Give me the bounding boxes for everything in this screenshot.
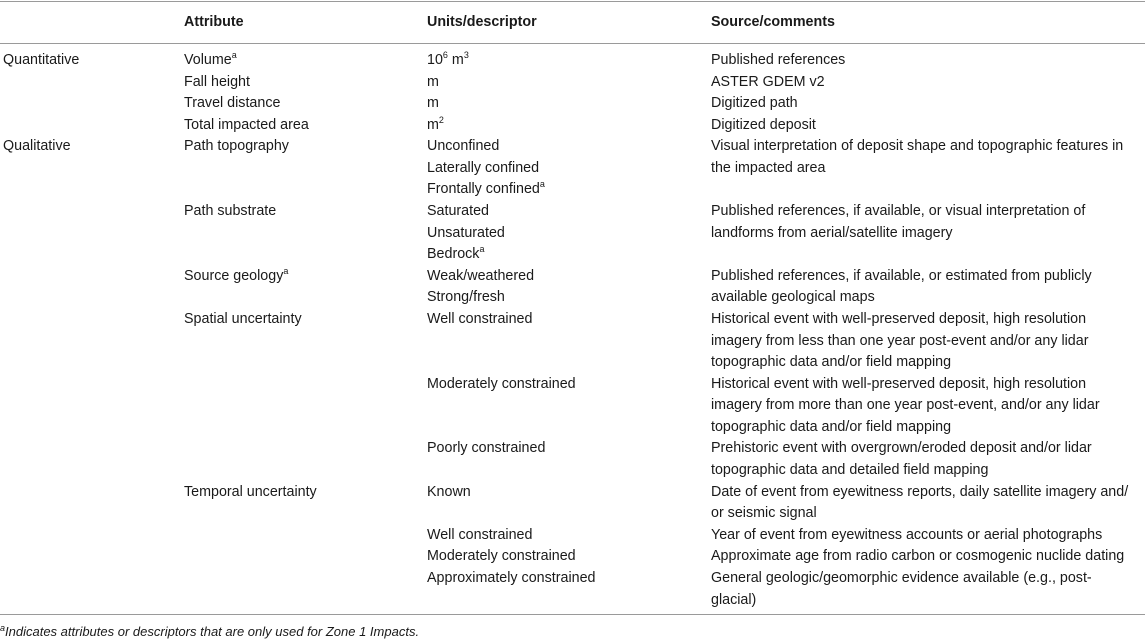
unit-travel-distance: m [427, 95, 439, 111]
source-temporal-line: Date of event from eyewitness reports, daily satellite imagery and/ [711, 484, 1129, 500]
source-temporal-line: glacial) [711, 592, 757, 608]
unit-well-constrained: Well constrained [427, 527, 533, 543]
unit-fall-height: m [427, 74, 439, 90]
unit-moderately-constrained: Moderately constrained [427, 376, 576, 392]
attr-temporal-uncertainty: Temporal uncertainty [184, 484, 317, 500]
source-temporal-line: General geologic/geomorphic evidence available (e.g., post- [711, 570, 1092, 586]
source-path-topography-line: the impacted area [711, 160, 826, 176]
unit-unsaturated: Unsaturated [427, 225, 505, 241]
top-rule [0, 1, 1145, 2]
unit-impacted-area: $m^2$ [427, 115, 444, 133]
unit-weak-weathered: Weak/weathered [427, 268, 535, 284]
source-spatial-line: Historical event with well-preserved deposit, high resolution [711, 376, 1087, 392]
source-source-geology-line: Published references, if available, or estimated from publicly [711, 268, 1092, 284]
attr-spatial-uncertainty: Spatial uncertainty [184, 311, 302, 327]
footnote-marker: a [479, 244, 485, 254]
unit-moderately-constrained: Moderately constrained [427, 548, 576, 564]
source-source-geology-line: available geological maps [711, 289, 875, 305]
unit-laterally-confined: Laterally confined [427, 160, 540, 176]
footnote-marker: a [0, 623, 6, 633]
source-spatial-line: topographic data and/or field mapping [711, 419, 952, 435]
unit-approximately-constrained: Approximately constrained [427, 570, 596, 586]
unit-well-constrained: Well constrained [427, 311, 533, 327]
source-fall-height: ASTER GDEM v2 [711, 74, 825, 90]
source-spatial-line: topographic data and/or field mapping [711, 354, 952, 370]
source-travel-distance: Digitized path [711, 95, 798, 111]
source-path-substrate-line: landforms from aerial/satellite imagery [711, 225, 953, 241]
source-spatial-line: topographic data and detailed field mapping [711, 462, 989, 478]
unit-saturated: Saturated [427, 203, 489, 219]
unit-bedrock: Bedrock$^a$ [427, 244, 485, 262]
attr-path-topography: Path topography [184, 138, 289, 154]
category-qualitative: Qualitative [3, 138, 71, 154]
header-units: Units/descriptor [427, 14, 537, 30]
header-source: Source/comments [711, 14, 835, 30]
attr-fall-height: Fall height [184, 74, 250, 90]
attr-source-geology: Source geology$^a$ [184, 266, 289, 284]
attr-path-substrate: Path substrate [184, 203, 277, 219]
source-spatial-line: Historical event with well-preserved deposit, high resolution [711, 311, 1087, 327]
unit-unconfined: Unconfined [427, 138, 500, 154]
header-attribute: Attribute [184, 14, 244, 30]
attr-travel-distance: Travel distance [184, 95, 281, 111]
unit-poorly-constrained: Poorly constrained [427, 440, 546, 456]
unit-volume: $10^6$ $m^3$ [427, 50, 469, 68]
attr-impacted-area: Total impacted area [184, 117, 309, 133]
bottom-rule [0, 614, 1145, 615]
footnote-marker: a [539, 179, 545, 189]
source-spatial-line: imagery from more than one year post-event, and/or any lidar [711, 397, 1100, 413]
source-path-topography-line: Visual interpretation of deposit shape and topographic features in [711, 138, 1124, 154]
unit-known: Known [427, 484, 471, 500]
source-impacted-area: Digitized deposit [711, 117, 816, 133]
source-volume: Published references [711, 52, 846, 68]
footnote-marker: a [283, 266, 289, 276]
source-path-substrate-line: Published references, if available, or visual interpretation of [711, 203, 1086, 219]
source-temporal-line: or seismic signal [711, 505, 817, 521]
attr-volume: Volume$^a$ [184, 50, 237, 68]
category-quantitative: Quantitative [3, 52, 80, 68]
source-temporal-line: Year of event from eyewitness accounts or aerial photographs [711, 527, 1103, 543]
source-temporal-line: Approximate age from radio carbon or cosmogenic nuclide dating [711, 548, 1125, 564]
table-footnote: $^a$Indicates attributes or descriptors that are only used for Zone 1 Impacts. [0, 623, 420, 639]
footnote-marker: a [231, 50, 237, 60]
unit-frontally-confined: Frontally confined$^a$ [427, 179, 545, 197]
header-rule [0, 43, 1145, 44]
unit-strong-fresh: Strong/fresh [427, 289, 505, 305]
source-spatial-line: Prehistoric event with overgrown/eroded deposit and/or lidar [711, 440, 1092, 456]
source-spatial-line: imagery from less than one year post-event and/or any lidar [711, 333, 1089, 349]
